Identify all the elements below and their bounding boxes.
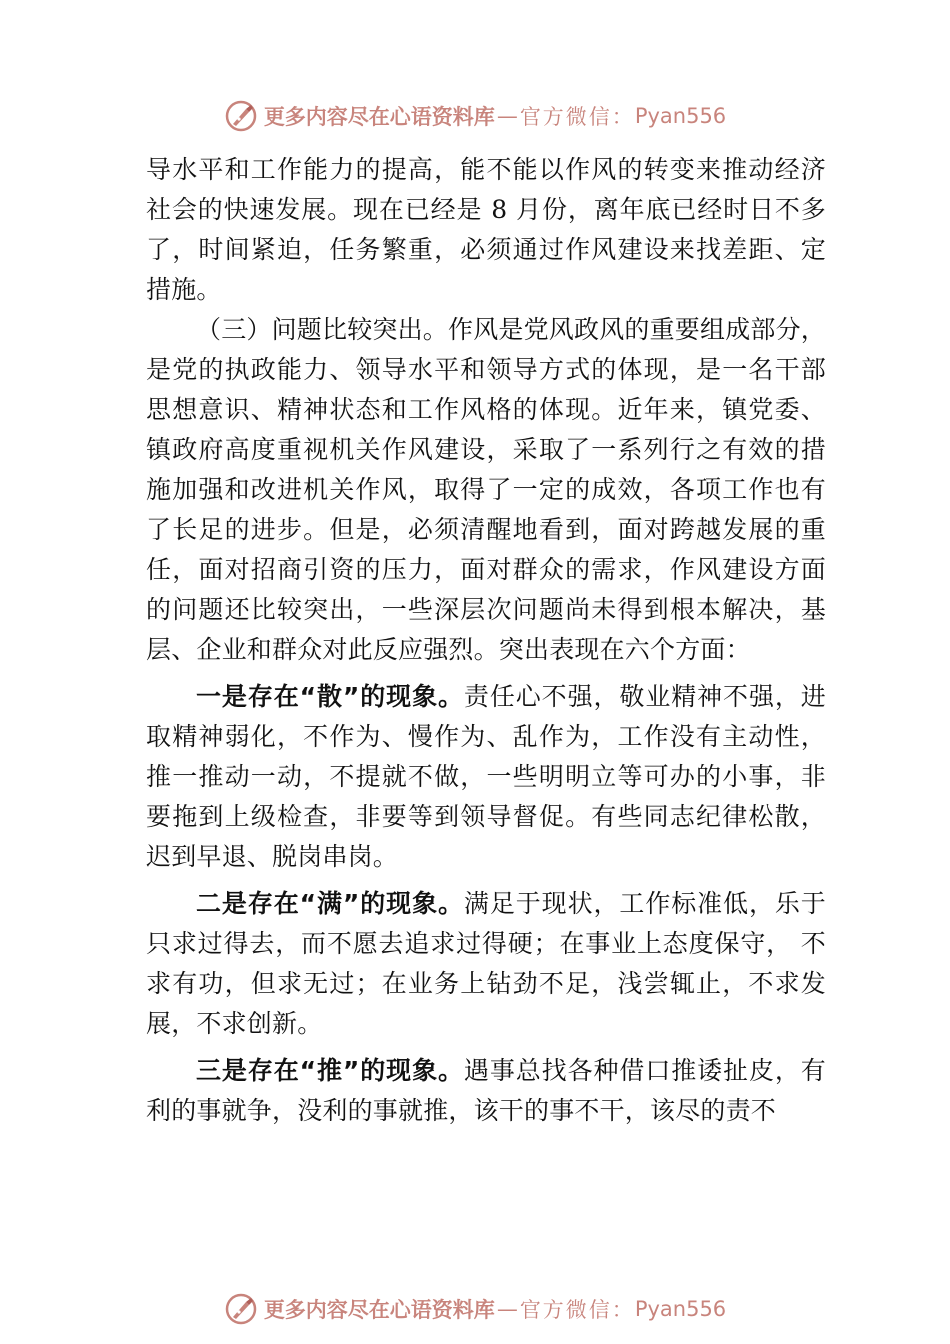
paragraph-5-text: 遇事总找各种借口推诿扯皮，有利的事就争，没利的事就推，该干的事不干，该尽的责不	[146, 1056, 826, 1125]
paragraph-3	[146, 677, 826, 877]
paragraph-5	[146, 1051, 826, 1131]
paragraph-4-text: 满足于现状，工作标准低，乐于只求过得去，而不愿去追求过得硬；在事业上态度保守， 不求有功，但求无过；在业务上钻劲不足，浅尝辄止，不求发展，不求创新。	[146, 889, 826, 1038]
paragraph-2	[146, 310, 826, 670]
watermark-wechat-id: Pyan556	[634, 104, 727, 128]
paragraph-1	[146, 150, 826, 310]
header-watermark	[0, 94, 950, 138]
watermark-dash: —	[496, 1297, 518, 1321]
pen-nib-logo-icon	[224, 1292, 258, 1326]
paragraph-3-text: 责任心不强，敬业精神不强，进取精神弱化，不作为、慢作为、乱作为，工作没有主动性，推一推动一动，不提就不做，一些明明立等可办的小事，非要拖到上级检查，非要等到领导督促。有些同志纪律松散， 迟到早退、脱岗串岗。	[146, 682, 826, 871]
watermark-wechat-id: Pyan556	[634, 1297, 727, 1321]
watermark-dash: —	[496, 104, 518, 128]
paragraph-4-lead: 二是存在“满”的现象。	[196, 889, 464, 918]
watermark-official-label: 官方微信：	[519, 1298, 635, 1322]
paragraph-5-lead: 三是存在“推”的现象。	[196, 1056, 464, 1085]
pen-nib-logo-icon	[224, 99, 258, 133]
watermark-official-label: 官方微信：	[519, 105, 635, 129]
document-body	[146, 150, 826, 1131]
watermark-brand: 更多内容尽在心语资料库	[263, 104, 495, 129]
paragraph-4	[146, 884, 826, 1044]
watermark-brand: 更多内容尽在心语资料库	[263, 1297, 495, 1322]
footer-watermark	[0, 1287, 950, 1331]
paragraph-1-text: 导水平和工作能力的提高，能不能以作风的转变来推动经济社会的快速发展。现在已经是 8 月份，离年底已经时日不多了，时间紧迫，任务繁重，必须通过作风建设来找差距、定措施。	[146, 155, 826, 304]
paragraph-2-text: （三）问题比较突出。作风是党风政风的重要组成部分，是党的执政能力、领导水平和领导方式的体现，是一名干部思想意识、精神状态和工作风格的体现。近年来，镇党委、 镇政府高度重视机关作风建设，采取了一系列行之有效的措施加强和改进机关作风，取得了一定的成效，各项工作也有了长足的进步。但是，必须清醒地看到，面对跨越发展的重任，面对招商引资的压力，面对群众的需求，作风建设方面的问题还比较突出，一些深层次问题尚未得到根本解决，基层、企业和群众对此反应强烈。突出表现在六个方面：	[146, 315, 827, 664]
paragraph-3-lead: 一是存在“散”的现象。	[196, 682, 464, 711]
